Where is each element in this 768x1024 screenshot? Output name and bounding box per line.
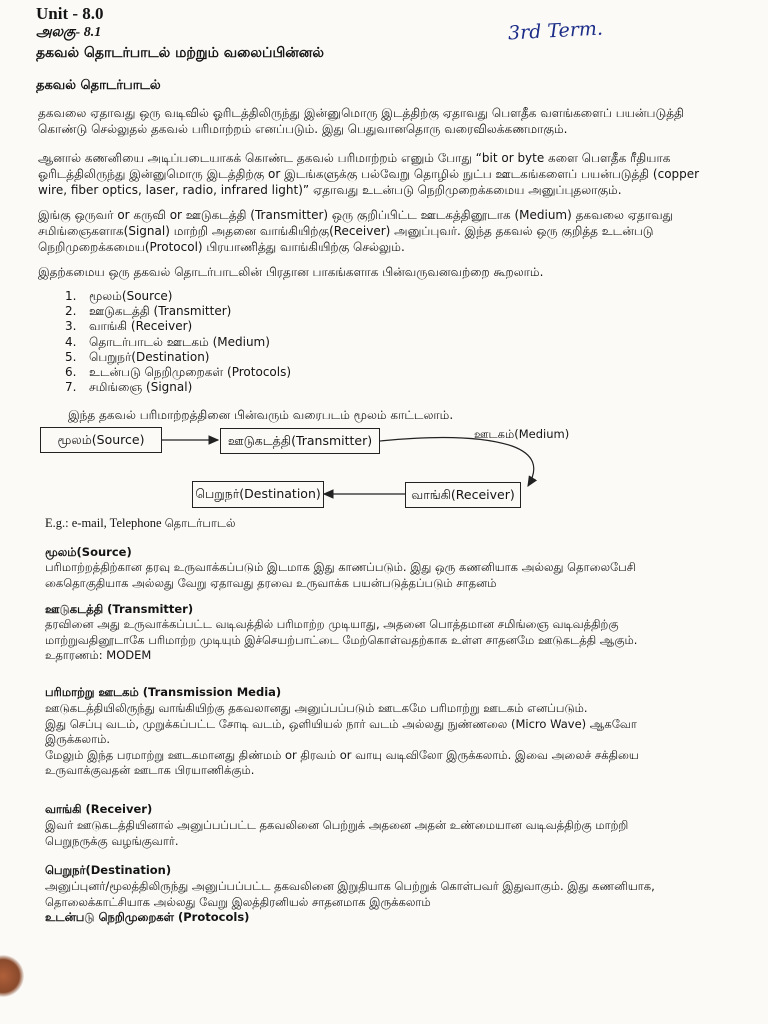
example-line: E.g.: e-mail, Telephone தொடர்பாடல் <box>45 516 236 530</box>
diagram-source-box: மூலம்(Source) <box>40 427 162 453</box>
section-source-heading: மூலம்(Source) <box>45 545 132 559</box>
body-line: ஊடுகடத்தியிலிருந்து வாங்கியிற்கு தகவலானது அனுப்பப்படும் ஊடகமே பரிமாற்று ஊடகம் எனப்படும். <box>45 701 588 715</box>
lesson-number: அலகு- 8.1 <box>36 25 102 40</box>
paragraph-line: நெறிமுறைக்கமைய(Protocol) பிரயாணித்து வாங்கியிற்கு செல்லும். <box>38 240 405 254</box>
section-media-body <box>45 701 725 779</box>
list-item: 2. ஊடுகடத்தி (Transmitter) <box>65 304 232 319</box>
paragraph-line: சமிங்ஞைகளாக(Signal) மாற்றி அதனை வாங்கியிற்கு(Receiver) அனுப்புவர். இந்த தகவல் ஒரு குறித்த உடன்படு <box>38 224 654 238</box>
list-item: 4. தொடர்பாடல் ஊடகம் (Medium) <box>65 334 270 349</box>
list-item: 3. வாங்கி (Receiver) <box>65 319 193 334</box>
body-line: அனுப்புனர்/மூலத்திலிருந்து அனுப்பப்பட்ட தகவலினை இறுதியாக பெற்றுக் கொள்பவர் இதுவாகும். இது கணனியாக, <box>45 879 655 893</box>
page-title: தகவல் தொடர்பாடல் மற்றும் வலைப்பின்னல் <box>36 45 324 61</box>
arrow-medium-curve <box>380 437 534 486</box>
handwritten-term-note: 3rd Term. <box>507 17 604 45</box>
paragraph-line: ஓரிடத்திலிருந்து இன்னுமொரு இடத்திற்கு or இடங்களுக்கு பல்வேறு தொழில் நுட்ப ஊடகங்களைப் பயன்படுத்தி (copper <box>38 167 700 181</box>
paragraph-line: wire, fiber optics, laser, radio, infrared light)” ஏதாவது உடன்படு நெறிமுறைக்கமைய அனுப்புதலாகும். <box>38 183 622 197</box>
section-destination-body <box>45 879 725 910</box>
section-heading: தகவல் தொடர்பாடல் <box>36 78 161 93</box>
paragraph-line: ஆனால் கணனியை அடிப்படையாகக் கொண்ட தகவல் பரிமாற்றம் எனும் போது “bit or byte களை பௌதீக ரீதியாக <box>38 151 671 165</box>
body-line: தொலைக்காட்சியாக அல்லது வேறு இலத்திரனியல் சாதனமாக இருக்கலாம் <box>45 894 431 909</box>
list-item: 7. சமிங்ஞை (Signal) <box>65 380 193 395</box>
body-line: தரவினை அது உருவாக்கப்பட்ட வடிவத்தில் பரிமாற்ற முடியாது, அதனை பொத்தமான சமிங்ஞை வடிவத்திற்கு <box>45 617 619 631</box>
body-line: மாற்றுவதினூடாகே பரிமாற்ற முடியும் இச்செயற்பாட்டை மேற்கொள்வதற்காக உள்ள சாதனமே ஊடுகடத்தி ஆகும். <box>45 632 638 647</box>
diagram-transmitter-box: ஊடுகடத்தி(Transmitter) <box>220 428 380 454</box>
list-item: 1. மூலம்(Source) <box>65 289 173 303</box>
section-receiver-heading: வாங்கி (Receiver) <box>45 802 153 816</box>
section-receiver-body <box>45 818 725 849</box>
section-destination-heading: பெறுநர்(Destination) <box>45 863 172 877</box>
body-line: மேலும் இந்த பரமாற்று ஊடகமானது திண்மம் or திரவம் or வாயு வடிவிலோ இருக்கலாம். இவை அலைச் சக்தியை <box>45 747 639 762</box>
section-protocols-heading: உடன்படு நெறிமுறைகள் (Protocols) <box>45 910 250 924</box>
paragraph-line: இதற்கமைய ஒரு தகவல் தொடர்பாடலின் பிரதான பாகங்களாக பின்வருவனவற்றை கூறலாம். <box>38 265 544 279</box>
list-item: 6. உடன்படு நெறிமுறைகள் (Protocols) <box>65 365 292 380</box>
diagram-receiver-box: வாங்கி(Receiver) <box>405 482 521 508</box>
diagram-destination-box: பெறுநர்(Destination) <box>192 481 324 508</box>
section-transmitter-body <box>45 617 725 664</box>
body-line: கைதொகுதியாக அல்லது வேறு ஏதாவது தரவை உருவாக்க பயன்படுத்தப்படும் சாதனம் <box>45 575 497 590</box>
body-line: உருவாக்குவதன் ஊடாக பிரயாணிக்கும். <box>45 763 255 777</box>
section-source-body <box>45 560 725 591</box>
body-line: இருக்கலாம். <box>45 732 111 746</box>
paragraph-line: கொண்டு செல்லுதல் தகவல் பரிமாற்றம் எனப்படும். இது பெதுவானதொரு வரைவிலக்கணமாகும். <box>38 122 568 136</box>
paragraph-line: இங்கு ஒருவர் or கருவி or ஊடுகடத்தி (Transmitter) ஒரு குறிப்பிட்ட ஊடகத்தினூடாக (Medium) தகவலை ஏதாவது <box>38 208 674 222</box>
list-item: 5. பெறுநர்(Destination) <box>65 349 210 364</box>
body-line: உதாரணம்: MODEM <box>45 648 152 662</box>
body-line: பரிமாற்றத்திற்கான தரவு உருவாக்கப்படும் இடமாக இது காணப்படும். இது ஒரு கணனியாக அல்லது தொலைபேசி <box>45 560 636 574</box>
section-transmitter-heading: ஊடுகடத்தி (Transmitter) <box>45 602 194 616</box>
section-media-heading: பரிமாற்று ஊடகம் (Transmission Media) <box>45 685 282 699</box>
body-line: இது செப்பு வடம், முறுக்கப்பட்ட சோடி வடம், ஒளியியல் நார் வடம் அல்லது நுண்ணலை (Micro Wave) ஆகவோ <box>45 716 637 731</box>
paragraph-line: தகவலை ஏதாவது ஒரு வடிவில் ஓரிடத்திலிருந்து இன்னுமொரு இடத்திற்கு ஏதாவது பௌதீக வளங்களைப் பயன்படுத்தி <box>38 106 684 120</box>
diagram-medium-label: ஊடகம்(Medium) <box>474 427 570 441</box>
unit-number: Unit - 8.0 <box>36 4 104 23</box>
body-line: இவர் ஊடுகடத்தியினால் அனுப்பப்பட்ட தகவலினை பெற்றுக் அதனை அதன் உண்மையான வடிவத்திற்கு மாற்றி <box>45 818 629 832</box>
diagram-intro: இந்த தகவல் பரிமாற்றத்தினை பின்வரும் வரைபடம் மூலம் காட்டலாம். <box>68 408 454 422</box>
body-line: பெறுநருக்கு வழங்குவார். <box>45 833 179 848</box>
